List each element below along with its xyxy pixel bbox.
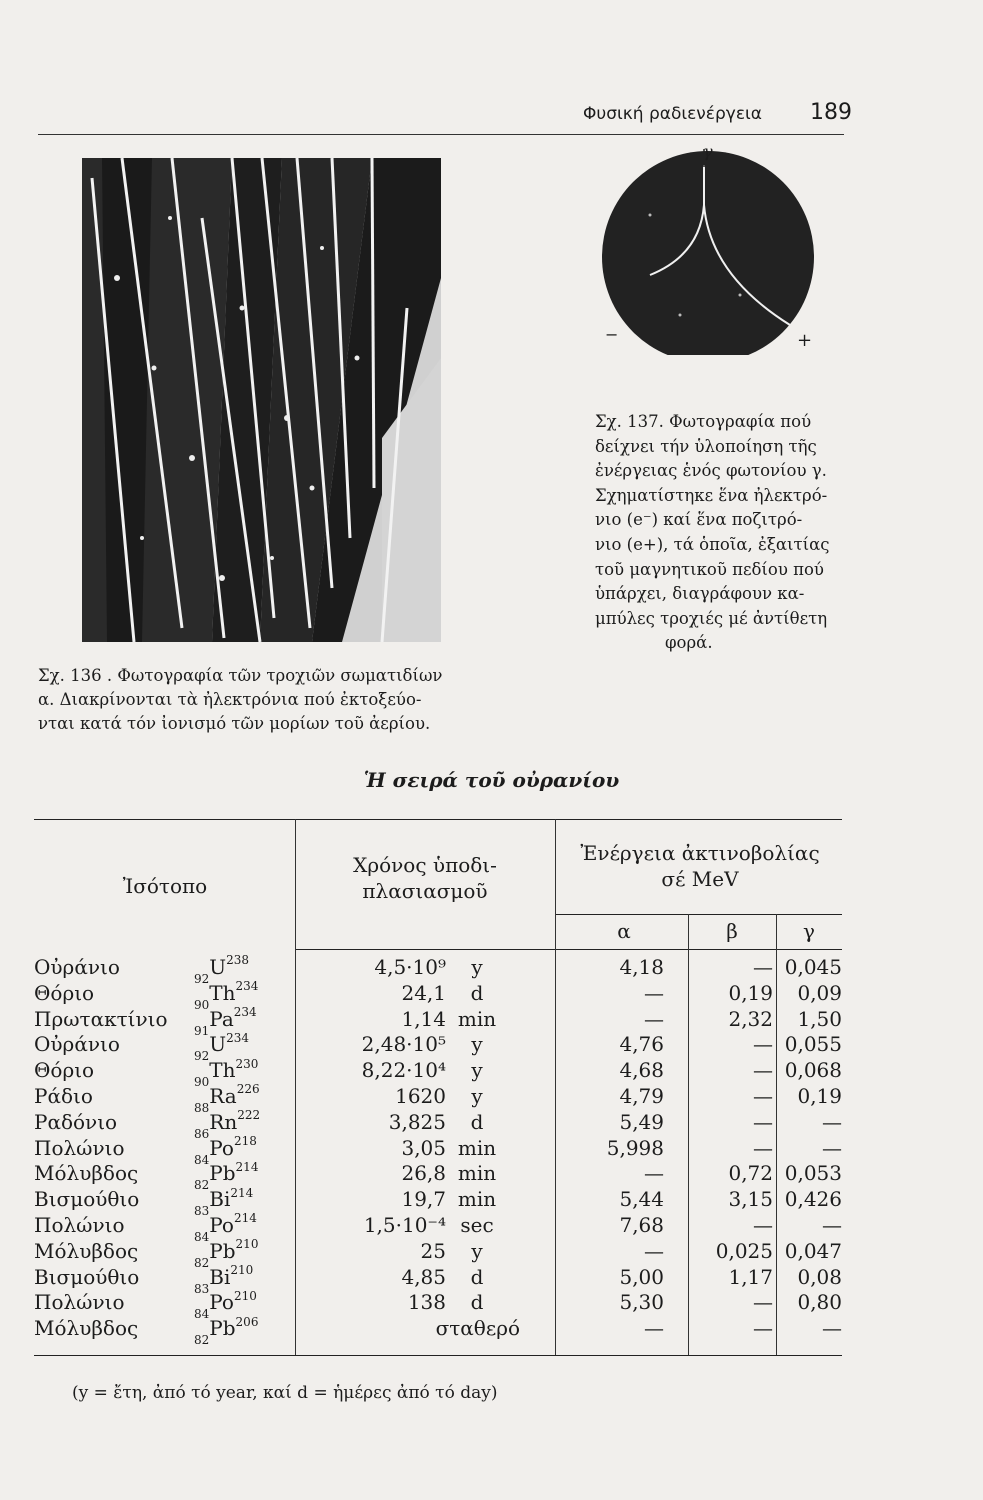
caption-line: Σχ. 137. Φωτογραφία πού [595,412,812,431]
particle-tracks-photo [82,158,441,642]
electron-label: − [605,325,619,344]
gamma-energy: 0,08 [797,1264,842,1289]
caption-line: νται κατά τόν ἰονισμό τῶν μορίων τοῦ ἀερίου. [38,714,431,733]
beta-energy: — [753,1290,773,1315]
atomic-number: 82 [194,1178,210,1193]
caption-line: Σχηματίστηκε ἕνα ἠλεκτρό- [595,485,828,505]
beta-energy: — [753,1109,773,1134]
halflife-unit: min [457,1135,497,1160]
beta-energy: 0,025 [715,1238,773,1263]
element-symbol: Pb [209,1238,236,1263]
isotope-name: Βισμούθιο [34,1264,140,1289]
halflife-unit: y [471,1084,483,1108]
mass-number: 234 [226,1030,250,1045]
element-symbol: Bi [209,1187,231,1212]
halflife-value: 138 [407,1290,446,1315]
gamma-energy: 1,50 [797,1006,842,1031]
gamma-energy: 0,426 [784,1187,842,1212]
halflife-header-line1: Χρόνος ὑποδι- [353,853,497,877]
element-symbol: Bi [209,1264,231,1289]
gamma-energy: 0,068 [784,1058,842,1083]
halflife-value: 1,5·10⁻⁴ [363,1213,446,1237]
halflife-unit: min [457,1187,497,1212]
energy-subheader-rule [555,914,842,915]
halflife-unit: d [470,1290,484,1315]
halflife-unit: min [457,1006,497,1031]
element-symbol: Po [209,1290,234,1315]
positron-label: + [797,330,813,351]
halflife-unit: y [471,955,483,979]
isotope-name: Πολώνιο [34,1290,125,1315]
halflife-unit: min [457,1161,497,1186]
gamma-header: γ [803,919,815,943]
alpha-energy: — [644,1006,664,1031]
halflife-value: 3,825 [388,1109,446,1134]
isotope-header: Ἰσότοπο [122,874,208,898]
element-symbol: Th [209,1058,236,1083]
atomic-number: 82 [194,1255,210,1270]
nuclide-symbol [194,953,250,986]
alpha-energy: 5,30 [619,1290,664,1315]
atomic-number: 92 [194,972,210,986]
beta-energy: 0,72 [728,1161,773,1186]
alpha-energy: 4,18 [619,955,664,979]
caption-line: φορά. [665,633,713,653]
alpha-energy: 4,68 [619,1058,664,1083]
caption-line: α. Διακρίνονται τὰ ἠλεκτρόνια πού ἐκτοξεύο- [38,690,422,709]
halflife-header-line2: πλασιασμοῦ [362,879,488,903]
gamma-energy: 0,80 [797,1290,842,1315]
gamma-energy: 0,19 [797,1084,842,1108]
atomic-number: 88 [194,1101,210,1115]
halflife-value: σταθερό [435,1316,520,1341]
pair-production-illustration [590,145,830,355]
gamma-energy: 0,047 [784,1238,842,1263]
atomic-number: 84 [194,1230,210,1244]
isotope-name: Βισμούθιο [34,1187,140,1212]
element-symbol: U [209,955,227,979]
caption-line: τοῦ μαγνητικοῦ πεδίου πού [595,559,824,579]
beta-energy: — [753,1084,773,1108]
mass-number: 214 [233,1211,257,1226]
mass-number: 210 [233,1288,257,1303]
gamma-energy: 0,045 [784,955,842,979]
isotope-name: Μόλυβδος [34,1161,139,1186]
halflife-value: 26,8 [401,1161,446,1186]
energy-header-line2: σέ MeV [661,867,739,891]
beta-energy: — [753,1058,773,1083]
alpha-energy: 5,44 [619,1187,664,1212]
beta-energy: — [753,1213,773,1237]
mass-number: 234 [233,1004,257,1019]
isotope-name: Πολώνιο [34,1135,125,1160]
halflife-value: 1,14 [401,1006,446,1031]
halflife-value: 24,1 [401,980,446,1005]
halflife-unit: d [470,980,484,1005]
atomic-number: 82 [194,1333,210,1348]
halflife-unit: y [471,1058,483,1083]
atomic-number: 83 [194,1204,210,1219]
mass-number: 226 [236,1082,260,1097]
mass-number: 214 [235,1159,259,1174]
halflife-value: 2,48·10⁵ [361,1032,446,1057]
gamma-energy: — [822,1316,842,1341]
alpha-energy: 5,00 [619,1264,664,1289]
alpha-energy: 7,68 [619,1213,664,1237]
alpha-energy: 4,79 [619,1084,664,1108]
atomic-number: 90 [194,997,210,1012]
isotope-name: Μόλυβδος [34,1238,139,1263]
element-symbol: Pb [209,1161,236,1186]
element-symbol: Po [209,1213,234,1237]
table-title: Ἡ σειρά τοῦ οὐρανίου [363,768,620,792]
mass-number: 210 [230,1262,254,1277]
isotope-name: Οὐράνιο [34,1032,120,1057]
element-symbol: Pb [209,1316,236,1341]
mass-number: 230 [235,1056,259,1071]
table-row [34,953,842,986]
element-symbol: Pa [209,1006,234,1031]
table-bottom-rule [34,1355,842,1356]
halflife-value: 4,5·10⁹ [374,955,446,979]
beta-energy: 1,17 [728,1264,773,1289]
figure-137-caption [595,410,855,656]
caption-line: ὑπάρχει, διαγράφουν κα- [595,584,805,604]
energy-header-line1: Ἐνέργεια ἀκτινοβολίας [580,841,820,865]
isotope-name: Θόριο [34,980,95,1005]
beta-energy: — [753,1316,773,1341]
mass-number: 214 [230,1185,254,1200]
alpha-header: α [617,919,631,943]
atomic-number: 90 [194,1075,210,1090]
beta-energy: 2,32 [728,1006,773,1031]
caption-line: Σχ. 136 . Φωτογραφία τῶν τροχιῶν σωματιδίων [38,666,443,685]
halflife-value: 8,22·10⁴ [361,1058,446,1083]
mass-number: 234 [235,979,259,994]
isotope-name: Θόριο [34,1058,95,1083]
gamma-label: γ [703,142,713,161]
isotope-name: Ραδόνιο [34,1109,118,1134]
gamma-energy: 0,09 [797,980,842,1005]
halflife-unit: y [471,1238,483,1263]
alpha-energy: 4,76 [619,1032,664,1057]
isotope-name: Οὐράνιο [34,955,120,979]
caption-line: ἐνέργειας ἑνός φωτονίου γ. [595,461,827,481]
caption-line: μπύλες τροχιές μέ ἀντίθετη [595,608,828,628]
element-symbol: Th [209,980,236,1005]
beta-energy: — [753,1032,773,1057]
element-symbol: U [209,1032,227,1057]
mass-number: 210 [235,1237,259,1252]
halflife-unit: sec [460,1213,494,1237]
table-footnote: (y = ἔτη, ἀπό τό year, καί d = ἡμέρες ἀπό τό day) [72,1383,498,1403]
element-symbol: Ra [209,1084,237,1108]
isotope-name: Πρωτακτίνιο [34,1006,168,1031]
mass-number: 218 [233,1133,257,1148]
table-top-rule [34,819,842,820]
atomic-number: 92 [194,1049,210,1064]
halflife-value: 25 [420,1238,446,1263]
halflife-unit: d [470,1264,484,1289]
element-symbol: Po [209,1135,234,1160]
gamma-energy: — [822,1109,842,1134]
gamma-energy: 0,055 [784,1032,842,1057]
figure-136-caption [38,664,508,736]
beta-energy: 3,15 [728,1187,773,1212]
table-row [34,1082,842,1115]
gamma-energy: 0,053 [784,1161,842,1186]
isotope-name: Μόλυβδος [34,1316,139,1341]
halflife-unit: y [471,1032,483,1057]
header-bottom-rule [295,949,842,950]
gamma-energy: — [822,1213,842,1237]
page-number: 189 [810,100,852,125]
caption-line: νιο (e+), τά ὁποῖα, ἐξαιτίας [595,534,830,554]
halflife-value: 1620 [395,1084,446,1108]
atomic-number: 83 [194,1281,210,1296]
beta-header: β [726,919,738,943]
caption-line: δείχνει τήν ὑλοποίηση τῆς [595,436,817,456]
caption-line: νιο (e⁻) καί ἕνα ποζιτρό- [595,510,803,530]
alpha-energy: 5,998 [606,1135,664,1160]
mass-number: 238 [226,953,250,968]
mass-number: 222 [237,1108,261,1123]
isotope-name: Πολώνιο [34,1213,125,1237]
gamma-energy: — [822,1135,842,1160]
atomic-number: 84 [194,1152,210,1167]
isotope-name: Ράδιο [34,1084,93,1108]
atomic-number: 86 [194,1126,210,1141]
alpha-energy: — [644,980,664,1005]
halflife-value: 19,7 [401,1187,446,1212]
halflife-value: 3,05 [401,1135,446,1160]
running-header-title: Φυσική ραδιενέργεια [583,104,762,124]
beta-energy: 0,19 [728,980,773,1005]
halflife-value: 4,85 [401,1264,446,1289]
header-rule [38,134,844,135]
mass-number: 206 [235,1314,259,1329]
pair-production-photo [590,145,830,355]
atomic-number: 84 [194,1307,210,1322]
alpha-energy: — [644,1238,664,1263]
alpha-energy: — [644,1316,664,1341]
particle-tracks-illustration [82,158,441,642]
alpha-energy: 5,49 [619,1109,664,1134]
beta-energy: — [753,1135,773,1160]
element-symbol: Rn [209,1109,238,1134]
alpha-energy: — [644,1161,664,1186]
atomic-number: 91 [194,1023,210,1038]
halflife-unit: d [470,1109,484,1134]
beta-energy: — [753,955,773,979]
